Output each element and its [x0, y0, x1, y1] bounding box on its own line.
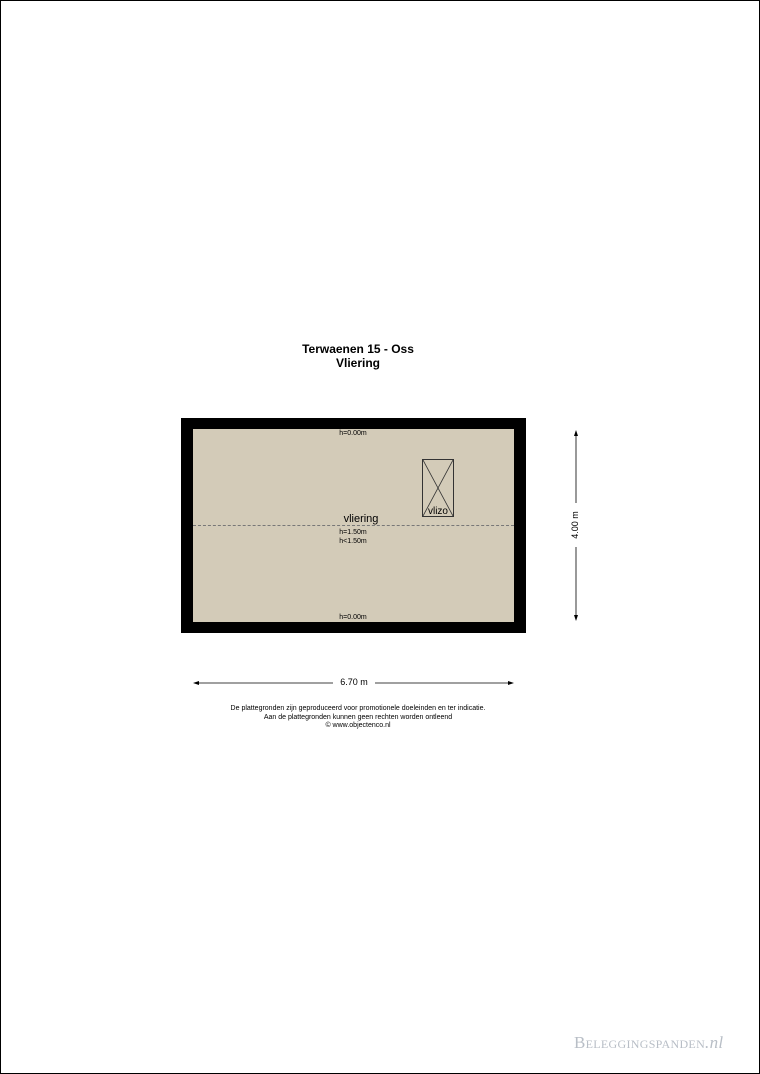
floor-plan	[181, 418, 526, 633]
height-label-mid-upper: h=1.50m	[339, 529, 367, 536]
attic-hatch	[422, 459, 454, 517]
room-floor	[193, 429, 514, 622]
hatch-label: vlizo	[427, 506, 448, 517]
watermark-extension: .nl	[705, 1033, 724, 1052]
height-line	[193, 525, 514, 526]
disclaimer	[180, 705, 536, 731]
depth-dimension-label: 4.00 m	[570, 503, 580, 547]
disclaimer-line-2: Aan de plattegronden kunnen geen rechten worden ontleend	[263, 713, 453, 721]
height-label-mid-lower: h<1.50m	[339, 538, 367, 545]
plan-title: Terwaenen 15 - Oss	[302, 342, 414, 356]
plan-subtitle: Vliering	[335, 356, 380, 370]
plan-title-block	[258, 342, 458, 370]
width-dimension-label: 6.70 m	[333, 677, 375, 687]
room-name: vliering	[343, 513, 379, 525]
watermark-brand: Beleggingspanden	[574, 1033, 706, 1052]
copyright-link[interactable]: © www.objectenco.nl	[325, 722, 391, 729]
disclaimer-line-1: De plattegronden zijn geproduceerd voor promotionele doeleinden en ter indicatie.	[230, 705, 486, 712]
height-label-top: h=0.00m	[339, 430, 367, 437]
brand-watermark	[574, 1033, 754, 1053]
height-label-bottom: h=0.00m	[339, 614, 367, 621]
